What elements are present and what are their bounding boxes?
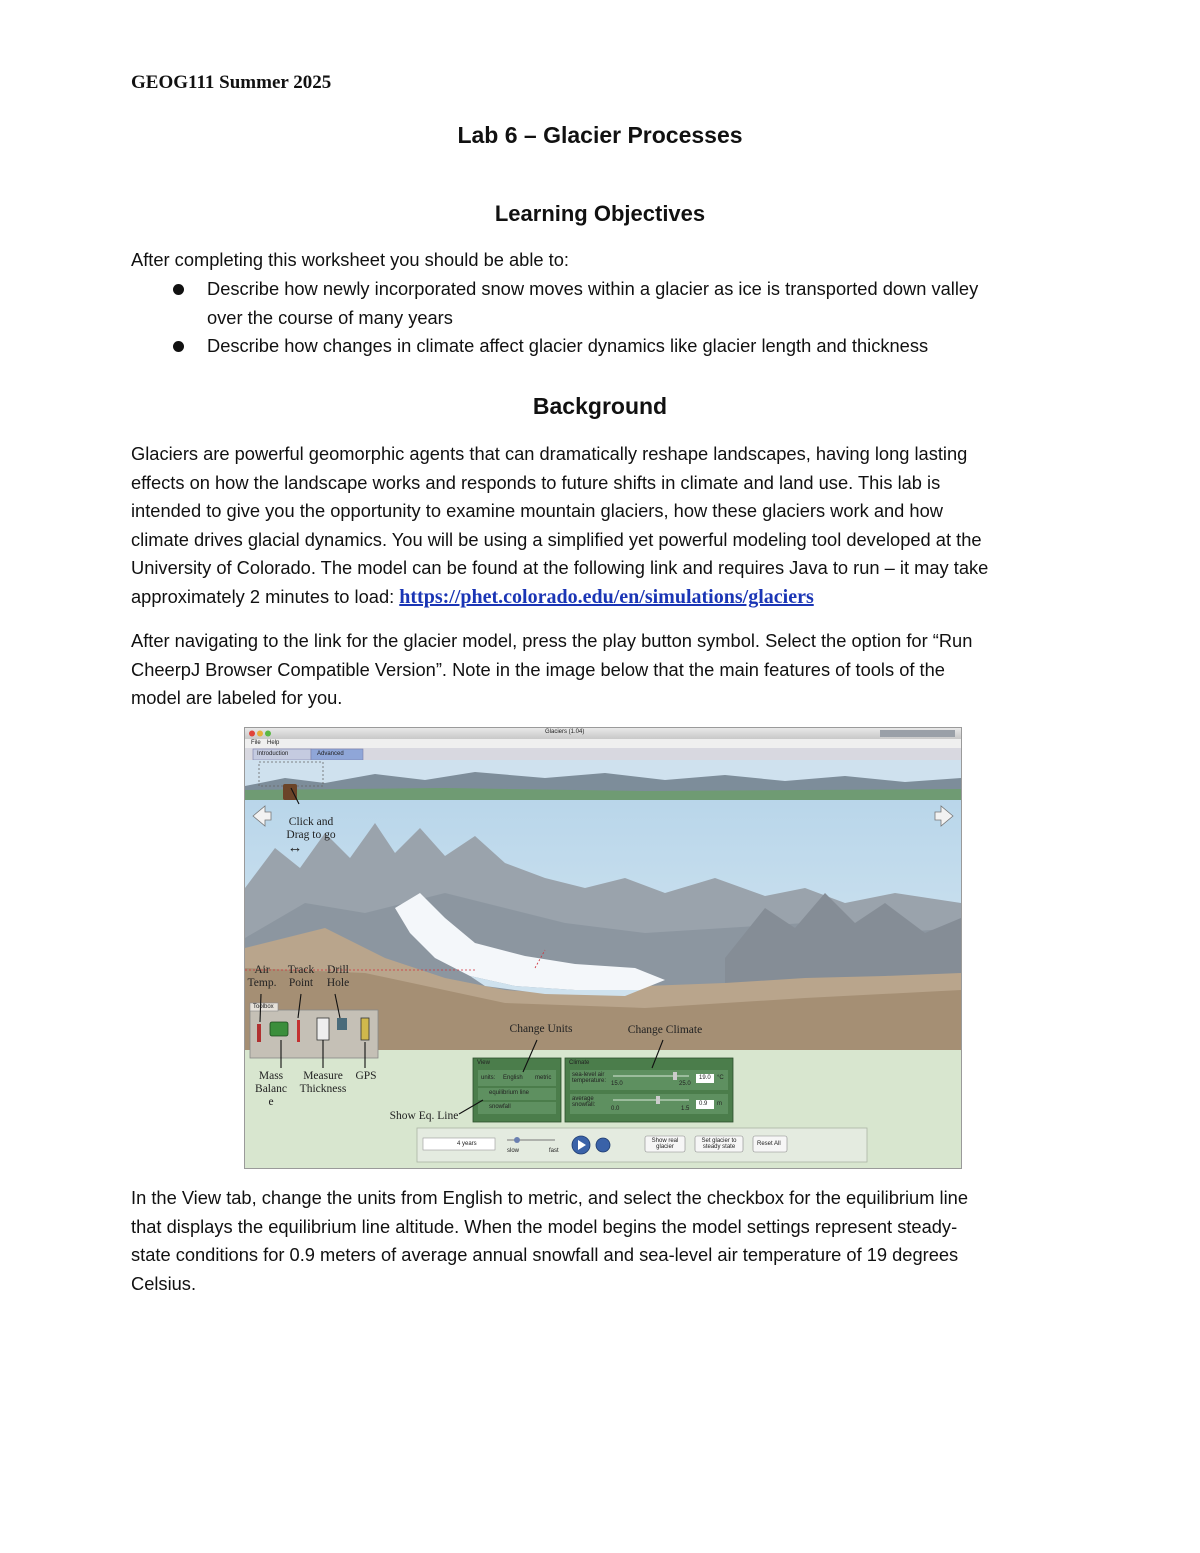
show-eq-line-annotation: Show Eq. Line (389, 1110, 459, 1122)
bullet-icon (173, 341, 184, 352)
metric-radio[interactable]: metric (535, 1075, 552, 1081)
gps-annotation: GPS (355, 1070, 377, 1082)
snowfall-min: 0.0 (611, 1106, 620, 1112)
snowfall-max: 1.5 (681, 1106, 690, 1112)
mass-balance-annotation: Mass Balanc e (255, 1070, 287, 1108)
page-title: Lab 6 – Glacier Processes (457, 122, 743, 148)
bullet-icon (173, 284, 184, 295)
drill-hole-annotation: Drill Hole (326, 964, 350, 989)
view-paragraph: In the View tab, change the units from English to metric, and select the checkbox for the equilibrium line that displays the equilibrium line altitude. When the model begins the model settings represent steady- state conditions for 0.9 meters of average annual snowfall and sea-level air temperature of 19 degrees Celsius. (131, 1187, 968, 1294)
english-radio[interactable]: English (503, 1075, 523, 1081)
snowfall-checkbox[interactable]: snowfall (489, 1104, 511, 1110)
change-climate-annotation: Change Climate (627, 1024, 703, 1036)
reset-all-button[interactable]: Reset All (757, 1141, 781, 1147)
background-heading: Background (532, 393, 668, 419)
snowfall-label: average snowfall: (572, 1096, 596, 1108)
air-temp-annotation: Air Temp. (247, 964, 277, 989)
tab-advanced[interactable]: Advanced (317, 751, 344, 757)
track-point-annotation: Track Point (287, 964, 315, 989)
temperature-max: 25.0 (679, 1081, 691, 1087)
temperature-min: 15.0 (611, 1081, 623, 1087)
climate-panel-title: Climate (569, 1060, 590, 1066)
steady-state-button[interactable]: Set glacier to steady state (701, 1138, 737, 1150)
years-readout: 4 years (457, 1141, 477, 1147)
objectives-intro: After completing this worksheet you should be able to: (131, 249, 569, 270)
temperature-field[interactable]: 19.0 (699, 1075, 711, 1081)
simulation-screenshot (244, 727, 962, 1169)
course-header: GEOG111 Summer 2025 (131, 72, 332, 93)
view-panel-title: View (477, 1060, 490, 1066)
tab-introduction[interactable]: Introduction (257, 751, 289, 757)
list-item: Describe how changes in climate affect glacier dynamics like glacier length and thickness (131, 332, 1071, 361)
temperature-label: sea-level air temperature: (572, 1072, 607, 1084)
speed-fast-label: fast (549, 1148, 559, 1154)
snowfall-field[interactable]: 0.9 (699, 1101, 708, 1107)
background-paragraph: Glaciers are powerful geomorphic agents that can dramatically reshape landscapes, having long lasting effects on how the landscape works and responds to future shifts in climate and land use. This lab is intended to give you the opportunity to examine mountain glaciers, how these glaciers work and how climate drives glacial dynamics. You will be using a simplified yet powerful modeling tool developed at the University of Colorado. The model can be found at the following link and requires Java to run – it may take approximately 2 minutes to load: https://phet.colorado.edu/en/simulations/glaciers (131, 443, 989, 608)
speed-slow-label: slow (507, 1148, 520, 1154)
glacier-sim-link[interactable]: https://phet.colorado.edu/en/simulations/glaciers (399, 585, 814, 608)
temperature-unit: °C (717, 1075, 724, 1081)
window-title: Glaciers (1.04) (545, 729, 585, 735)
menu-help[interactable]: Help (267, 740, 280, 746)
toolbox-label: Toolbox (253, 1004, 274, 1010)
list-item-continuation: over the course of many years (207, 306, 453, 328)
click-drag-annotation: Click and Drag to go (286, 816, 336, 841)
double-arrow-icon: ↔ (287, 840, 303, 856)
objectives-list (131, 275, 1071, 361)
navigation-paragraph: After navigating to the link for the glacier model, press the play button symbol. Select the option for “Run CheerpJ Browser Compatible Version”. Note in the image below that the main features of tools of the model are labeled for you. (131, 630, 973, 709)
units-label: units: (481, 1075, 496, 1081)
menu-file[interactable]: File (251, 740, 261, 746)
change-units-annotation: Change Units (509, 1023, 573, 1035)
show-real-glacier-button[interactable]: Show real glacier (651, 1138, 679, 1150)
list-item: Describe how newly incorporated snow moves within a glacier as ice is transported down valley (131, 275, 1071, 304)
snowfall-unit: m (717, 1101, 722, 1107)
measure-thickness-annotation: Measure Thickness (299, 1070, 347, 1095)
equilibrium-line-checkbox[interactable]: equilibrium line (489, 1090, 530, 1096)
objectives-heading: Learning Objectives (494, 201, 706, 226)
